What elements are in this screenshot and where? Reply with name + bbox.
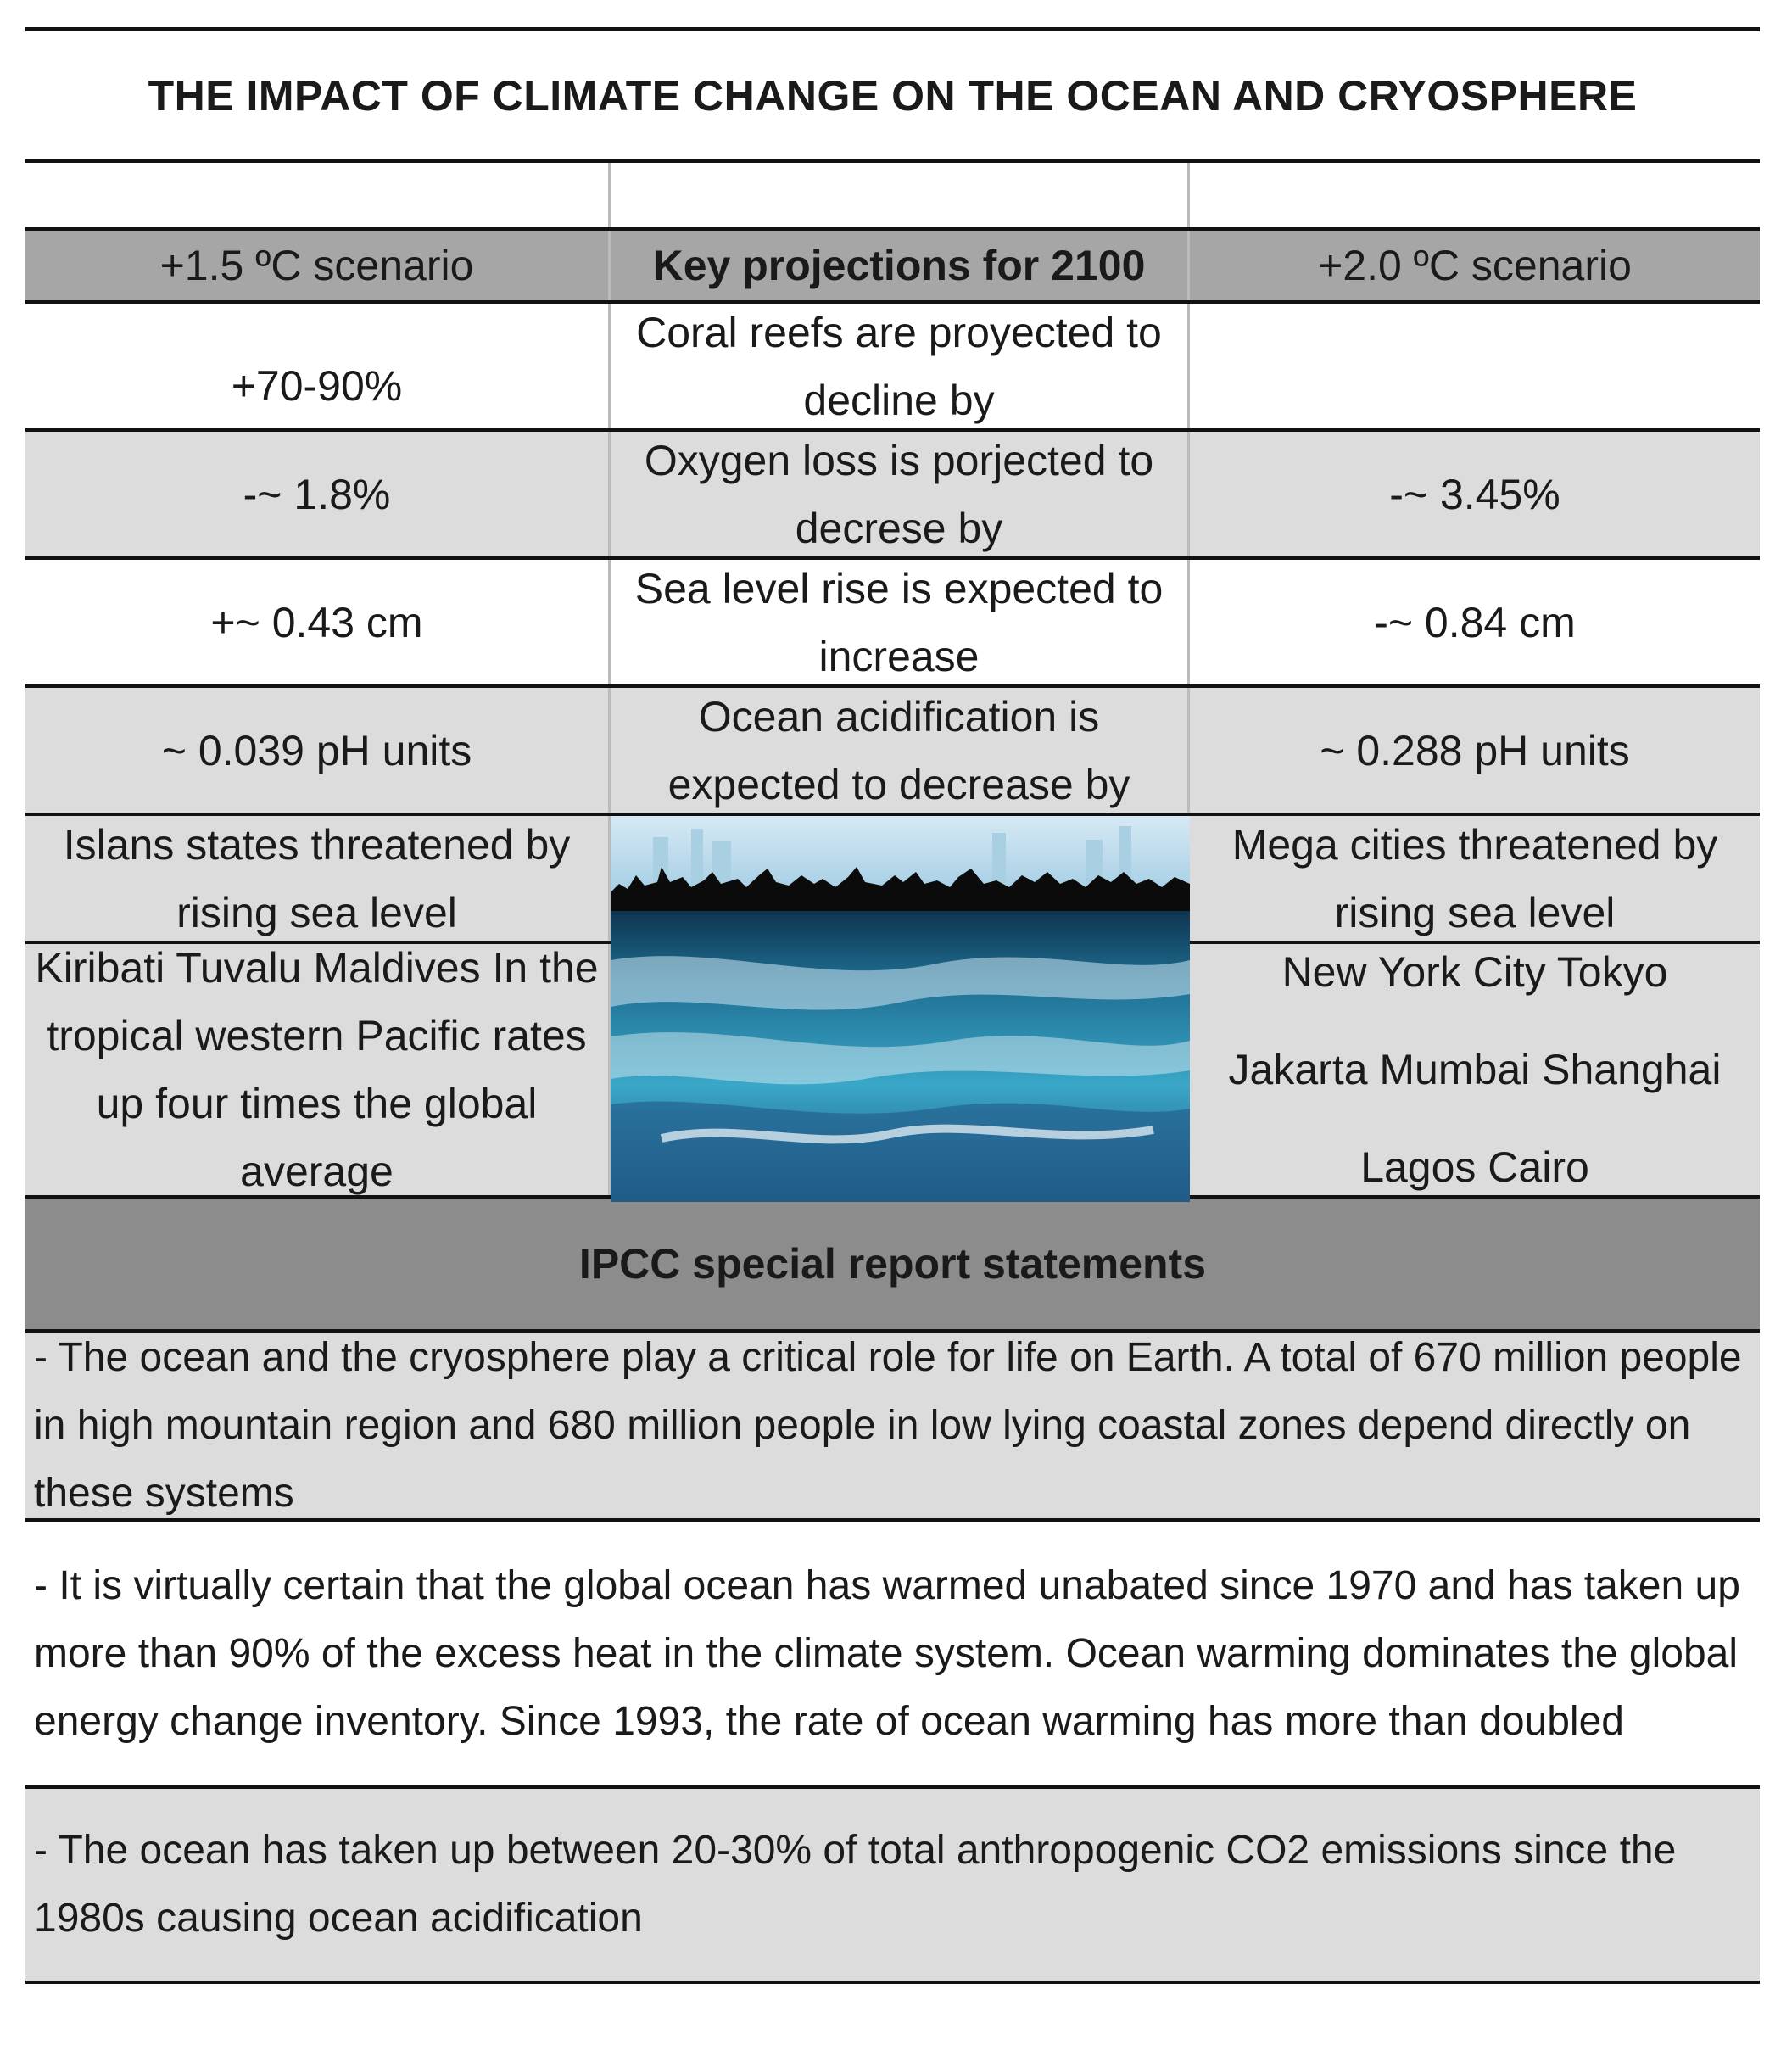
infographic-table <box>25 27 1760 1984</box>
ocean-city-image <box>611 816 1190 1202</box>
island-states-list: Kiribati Tuvalu Maldives In the tropical western Pacific rates up four times the global average <box>25 944 611 1195</box>
blank-cell <box>25 163 611 227</box>
island-states-title: Islans states threatened by rising sea level <box>25 816 611 941</box>
header-scenario-2-0: +2.0 ºC scenario <box>1190 231 1760 300</box>
statement-row-2 <box>25 1522 1760 1789</box>
statement-row-1 <box>25 1333 1760 1522</box>
row-oxygen-loss <box>25 432 1760 560</box>
title-row <box>25 27 1760 163</box>
city-skyline-ocean-illustration <box>611 816 1190 1202</box>
section-title: IPCC special report statements <box>25 1199 1760 1329</box>
sea-level-value-1-5: +~ 0.43 cm <box>25 560 611 684</box>
statement-3: - The ocean has taken up between 20-30% of total anthropogenic CO2 emissions since the 1980s causing ocean acidification <box>25 1789 1760 1981</box>
oxygen-label: Oxygen loss is porjected to decrese by <box>611 432 1190 556</box>
acidification-value-1-5: ~ 0.039 pH units <box>25 688 611 813</box>
statement-row-3 <box>25 1789 1760 1984</box>
mega-cities-list <box>1190 944 1760 1195</box>
mega-cities-line-3: Lagos Cairo <box>1360 1143 1589 1191</box>
statement-1: - The ocean and the cryosphere play a critical role for life on Earth. A total of 670 million people in high mountain region and 680 million people in low lying coastal zones depend directly on these systems <box>25 1333 1760 1518</box>
header-key-projections: Key projections for 2100 <box>611 231 1190 300</box>
header-row <box>25 231 1760 304</box>
acidification-value-2-0: ~ 0.288 pH units <box>1190 688 1760 813</box>
row-coral-reefs <box>25 304 1760 432</box>
sea-level-value-2-0: -~ 0.84 cm <box>1190 560 1760 684</box>
oxygen-value-2-0: -~ 3.45% <box>1190 432 1760 556</box>
mega-cities-line-2: Jakarta Mumbai Shanghai <box>1228 1045 1722 1093</box>
row-sea-level <box>25 560 1760 688</box>
blank-cell <box>611 163 1190 227</box>
sea-level-label: Sea level rise is expected to increase <box>611 560 1190 684</box>
blank-cell <box>1190 163 1760 227</box>
oxygen-value-1-5: -~ 1.8% <box>25 432 611 556</box>
section-header-row <box>25 1199 1760 1333</box>
coral-label: Coral reefs are proyected to decline by <box>611 304 1190 428</box>
statement-2: - It is virtually certain that the global ocean has warmed unabated since 1970 and has taken up more than 90% of the excess heat in the climate system. Ocean warming dominates the global energy change inventory. Since 1993, the rate of ocean warming has more than doubled <box>25 1522 1760 1785</box>
header-scenario-1-5: +1.5 ºC scenario <box>25 231 611 300</box>
coral-value-2-0 <box>1190 304 1760 428</box>
acidification-label: Ocean acidification is expected to decrease by <box>611 688 1190 813</box>
blank-row <box>25 163 1760 231</box>
mega-cities-line-1: New York City Tokyo <box>1281 947 1668 996</box>
coral-value-1-5: +70-90% <box>25 304 611 428</box>
row-acidification <box>25 688 1760 816</box>
threat-block <box>25 816 1760 1199</box>
mega-cities-title: Mega cities threatened by rising sea level <box>1190 816 1760 941</box>
page-title: THE IMPACT OF CLIMATE CHANGE ON THE OCEAN AND CRYOSPHERE <box>148 71 1638 120</box>
